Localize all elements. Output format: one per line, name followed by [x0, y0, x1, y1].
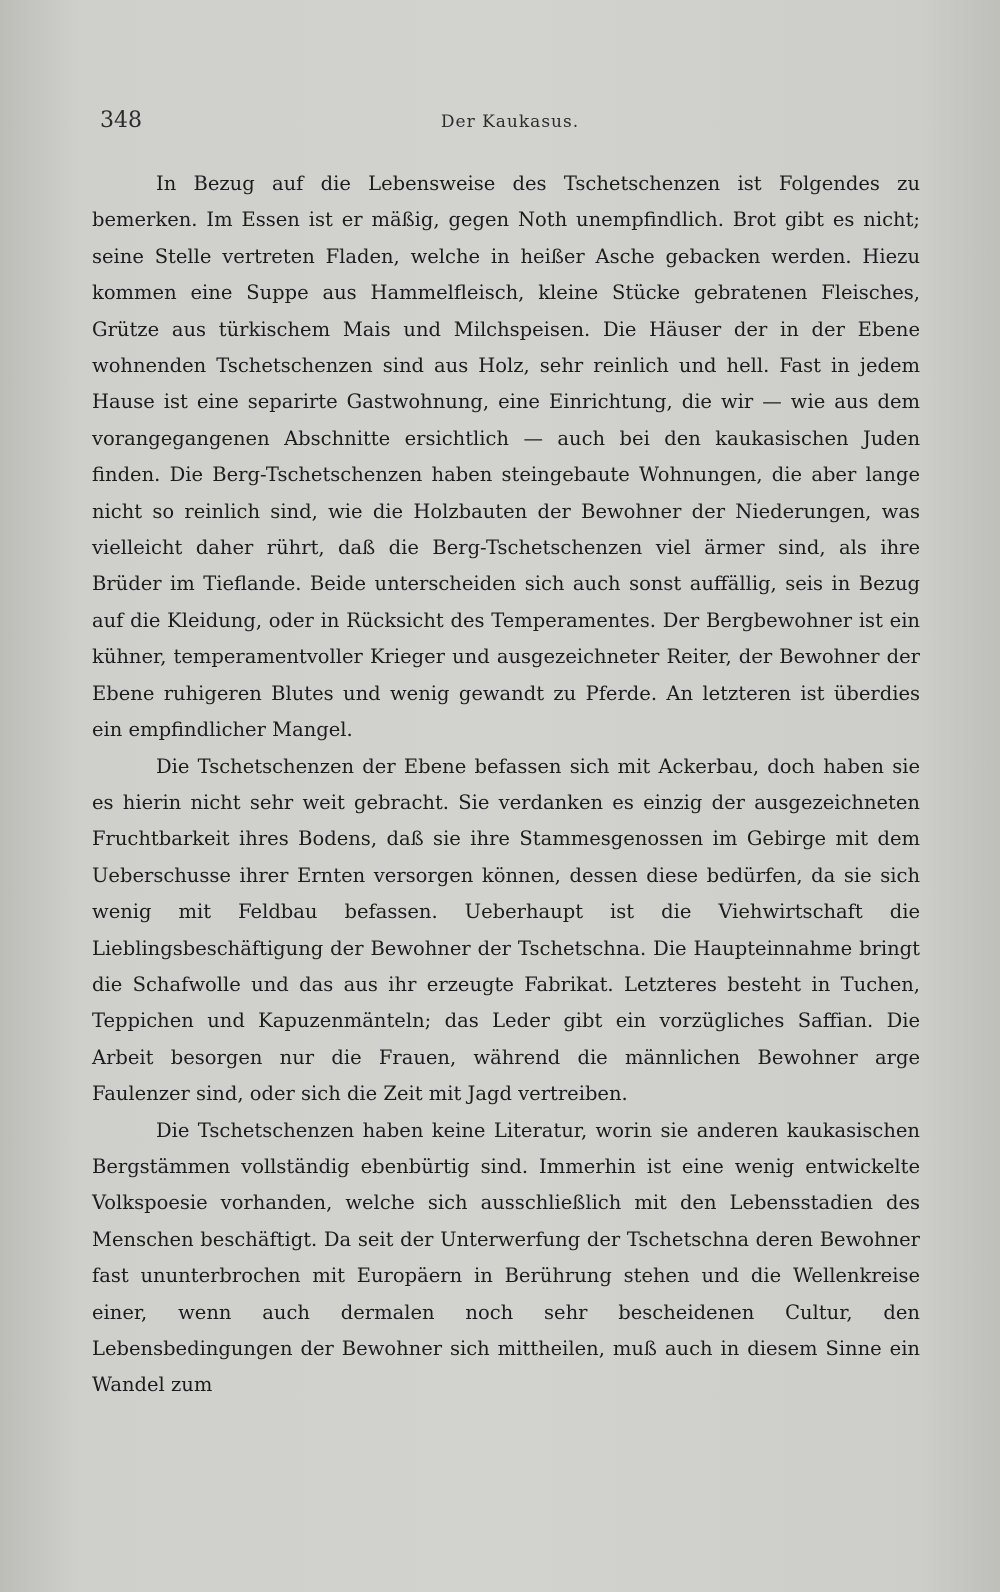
paragraph-lebensweise: In Bezug auf die Lebensweise des Tschetschenzen ist Folgendes zu bemerken. Im Essen ist er mäßig, gegen Noth unempfindlich. Brot gibt es nicht; seine Stelle vertreten Fladen, welche in heißer Asche gebacken werden. Hiezu kommen eine Suppe aus Hammelfleisch, kleine Stücke gebratenen Fleisches, Grütze aus türkischem Mais und Milchspeisen. Die Häuser der in der Ebene wohnenden Tschetschenzen sind aus Holz, sehr reinlich und hell. Fast in jedem Hause ist eine separirte Gastwohnung, eine Einrichtung, die wir — wie aus dem vorangegangenen Abschnitte ersichtlich — auch bei den kaukasischen Juden finden. Die Berg-Tschetschenzen haben steingebaute Wohnungen, die aber lange nicht so reinlich sind, wie die Holzbauten der Bewohner der Niederungen, was vielleicht daher rührt, daß die Berg-Tschetschenzen viel ärmer sind, als ihre Brüder im Tieflande. Beide unterscheiden sich auch sonst auffällig, seis in Bezug auf die Kleidung, oder in Rücksicht des Temperamentes. Der Bergbewohner ist ein kühner, temperamentvoller Krieger und ausgezeichneter Reiter, der Bewohner der Ebene ruhigeren Blutes und wenig gewandt zu Pferde. An letzteren ist überdies ein empfindlicher Mangel. [92, 172, 920, 742]
page-number: 348 [100, 108, 142, 133]
paragraph-ackerbau: Die Tschetschenzen der Ebene befassen sich mit Ackerbau, doch haben sie es hierin nicht sehr weit gebracht. Sie verdanken es einzig der ausgezeichneten Fruchtbarkeit ihres Bodens, daß sie ihre Stammesgenossen im Gebirge mit dem Ueberschusse ihrer Ernten versorgen können, dessen diese bedürfen, da sie sich wenig mit Feldbau befassen. Ueberhaupt ist die Viehwirtschaft die Lieblingsbeschäftigung der Bewohner der Tschetschna. Die Haupteinnahme bringt die Schafwolle und das aus ihr erzeugte Fabrikat. Letzteres besteht in Tuchen, Teppichen und Kapuzenmänteln; das Leder gibt ein vorzügliches Saffian. Die Arbeit besorgen nur die Frauen, während die männlichen Bewohner arge Faulenzer sind, oder sich die Zeit mit Jagd vertreiben. [92, 754, 920, 1106]
paragraph-literatur: Die Tschetschenzen haben keine Literatur, worin sie anderen kaukasischen Bergstämmen vollständig ebenbürtig sind. Immerhin ist eine wenig entwickelte Volkspoesie vorhanden, welche sich ausschließlich mit den Lebensstadien des Menschen beschäftigt. Da seit der Unterwerfung der Tschetschna deren Bewohner fast ununterbrochen mit Europäern in Berührung stehen und die Wellenkreise einer, wenn auch dermalen noch sehr bescheidenen Cultur, den Lebensbedingungen der Bewohner sich mittheilen, muß auch in diesem Sinne ein Wandel zum [92, 1118, 920, 1397]
page-header [100, 108, 920, 140]
running-title: Der Kaukasus. [440, 112, 580, 132]
body-text [92, 166, 920, 1404]
